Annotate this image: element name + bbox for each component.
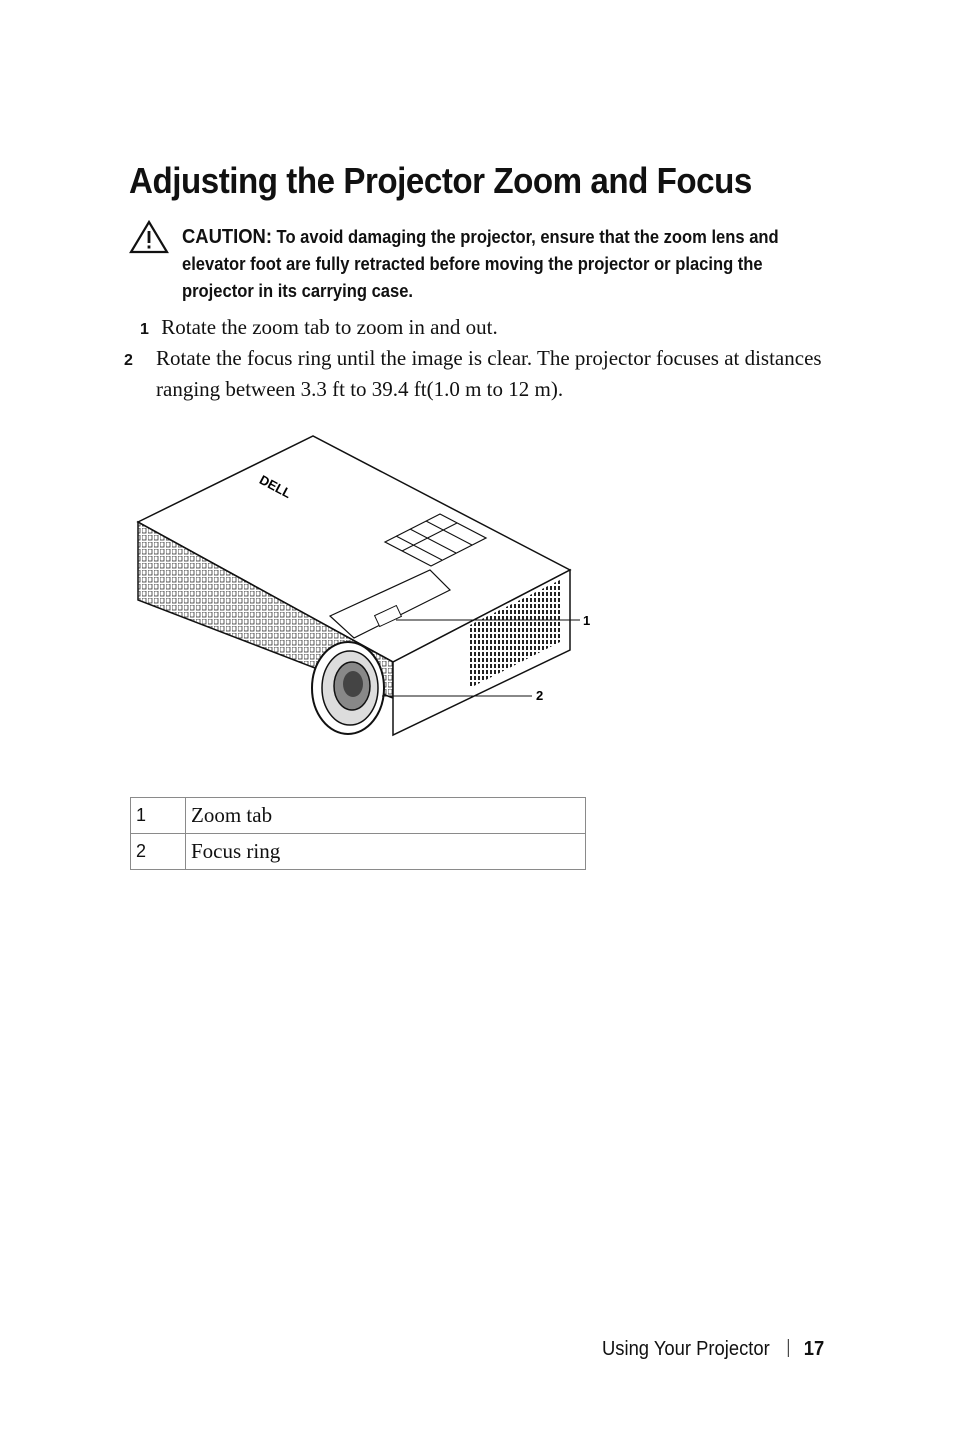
footer-section: Using Your Projector bbox=[602, 1338, 770, 1360]
caution-notice bbox=[182, 224, 826, 305]
step-text: Rotate the zoom tab to zoom in and out. bbox=[161, 315, 498, 339]
footer-separator bbox=[788, 1339, 789, 1357]
step-number: 1 bbox=[140, 321, 149, 338]
step-1 bbox=[140, 313, 860, 344]
legend-table bbox=[130, 797, 586, 870]
caution-label: CAUTION: bbox=[182, 226, 272, 248]
callout-1: 1 bbox=[583, 613, 591, 628]
projector-illustration bbox=[130, 430, 600, 750]
table-row bbox=[131, 834, 586, 870]
caution-text: To avoid damaging the projector, ensure that the zoom lens and elevator foot are fully retracted before moving the projector or placing the projector in its carrying case. bbox=[182, 227, 779, 301]
dell-logo: DELL bbox=[256, 472, 294, 502]
legend-number: 1 bbox=[131, 798, 186, 834]
caution-icon bbox=[129, 220, 169, 254]
page-footer bbox=[602, 1338, 824, 1361]
legend-number: 2 bbox=[131, 834, 186, 870]
callout-2: 2 bbox=[536, 688, 544, 703]
page-number: 17 bbox=[803, 1338, 825, 1360]
step-text: Rotate the focus ring until the image is clear. The projector focuses at distances ranging between 3.3 ft to 39.4 ft(1.0 m to 12 m). bbox=[156, 346, 822, 401]
table-row bbox=[131, 798, 586, 834]
step-2 bbox=[124, 344, 876, 404]
legend-label: Focus ring bbox=[186, 834, 586, 870]
page-title: Adjusting the Projector Zoom and Focus bbox=[129, 160, 752, 201]
legend-label: Zoom tab bbox=[186, 798, 586, 834]
step-number: 2 bbox=[124, 352, 133, 369]
